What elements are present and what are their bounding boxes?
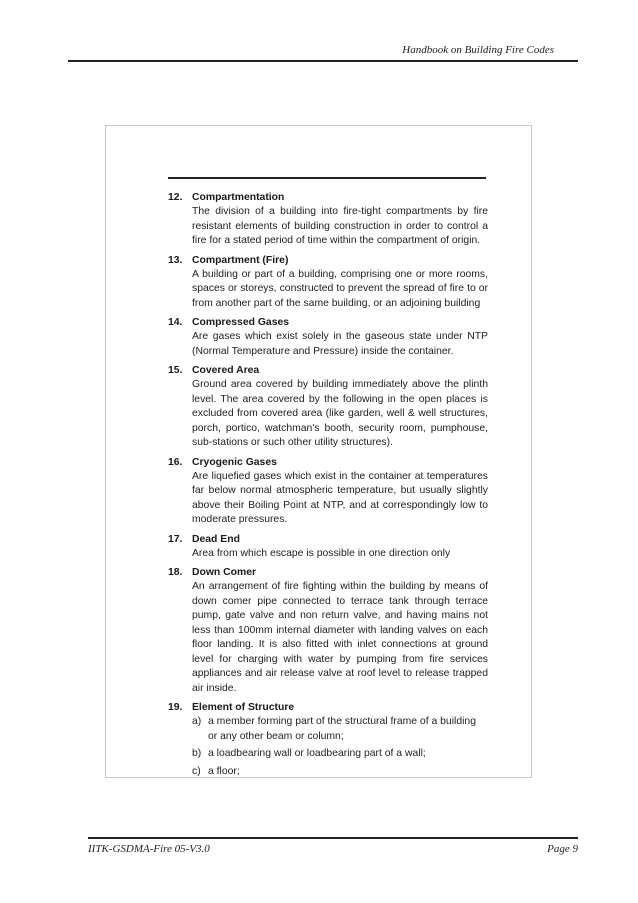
element-sub-list	[192, 715, 488, 779]
entry-number: 13.	[168, 254, 183, 266]
entry-14	[168, 316, 488, 359]
entry-13	[168, 254, 488, 312]
sub-item-label: c)	[192, 765, 201, 777]
sub-item-label: a)	[192, 716, 202, 727]
entry-body: Are gases which exist solely in the gaseous state under NTP (Normal Temperature and Pressure) inside the container.	[192, 331, 488, 357]
entry-body: Area from which escape is possible in one direction only	[192, 547, 451, 559]
entry-19	[168, 701, 488, 779]
entry-number: 18.	[168, 567, 183, 578]
entry-title: Dead End	[192, 533, 240, 545]
entry-12	[168, 191, 488, 249]
header-rule	[68, 60, 578, 62]
sub-item-b	[192, 747, 488, 762]
entry-number: 14.	[168, 317, 183, 328]
entry-heading	[168, 533, 488, 547]
entry-17	[168, 533, 488, 562]
entry-16	[168, 456, 488, 528]
entry-body: Are liquefied gases which exist in the container at temperatures far below normal atmospheric temperature, but usually slightly above their Boiling Point at NTP, and at correspondingly low to moderate pressures.	[192, 470, 488, 525]
entry-title: Element of Structure	[192, 702, 295, 713]
entry-body: The division of a building into fire-tight compartments by fire resistant elements of building construction in order to control a fire for a stated period of time within the compartment of origin.	[192, 206, 488, 246]
entry-15	[168, 364, 488, 451]
entry-number: 15.	[168, 365, 183, 376]
entry-title: Compressed Gases	[192, 317, 290, 328]
entry-number: 12.	[168, 192, 183, 203]
footer-rule	[88, 837, 578, 839]
sub-item-text: a member forming part of the structural frame of a building or any other beam or column;	[208, 716, 476, 742]
entry-title: Compartmentation	[192, 192, 285, 203]
entry-number: 17.	[168, 533, 183, 545]
footer-document-id: IITK-GSDMA-Fire 05-V3.0	[88, 843, 210, 855]
entry-title: Compartment (Fire)	[192, 254, 289, 266]
sub-item-text: a floor;	[208, 765, 240, 777]
footer-page-number: Page 9	[547, 843, 578, 855]
entry-title: Covered Area	[192, 365, 260, 376]
entry-heading	[168, 191, 488, 205]
entry-title: Cryogenic Gases	[192, 456, 277, 468]
sub-item-label: b)	[192, 748, 202, 759]
box-top-rule	[168, 177, 486, 179]
entry-heading	[168, 566, 488, 580]
entry-18	[168, 566, 488, 696]
content-box	[105, 125, 532, 778]
entry-heading	[168, 254, 488, 268]
running-header: Handbook on Building Fire Codes	[402, 44, 554, 56]
sub-item-c	[192, 765, 488, 780]
entry-heading	[168, 364, 488, 378]
entry-number: 16.	[168, 456, 183, 468]
sub-item-text: a loadbearing wall or loadbearing part of a wall;	[208, 748, 426, 759]
entry-heading	[168, 701, 488, 715]
entry-heading	[168, 456, 488, 470]
entry-body: A building or part of a building, comprising one or more rooms, spaces or storeys, constructed to prevent the spread of fire to or from another part of the same building, or an adjoining building	[192, 268, 488, 309]
entry-heading	[168, 316, 488, 330]
entry-number: 19.	[168, 702, 183, 713]
entry-body: An arrangement of fire fighting within the building by means of down comer pipe connected to terrace tank through terrace pump, gate valve and non return valve, and having mains not less than 100mm internal diameter with landing valves on each floor landing. It is also fitted with inlet connections at ground level for charging with water by pumping from fire services appliances and air release valve at roof level to release trapped air inside.	[192, 581, 488, 694]
definition-list	[168, 191, 488, 784]
sub-item-a	[192, 715, 488, 744]
entry-body: Ground area covered by building immediately above the plinth level. The area covered by the following in the open places is excluded from covered area (like garden, well & well structures, porch, portico, watchman's booth, security room, pumphouse, sub-stations or such other utility structures).	[192, 379, 488, 448]
entry-title: Down Comer	[192, 567, 257, 578]
